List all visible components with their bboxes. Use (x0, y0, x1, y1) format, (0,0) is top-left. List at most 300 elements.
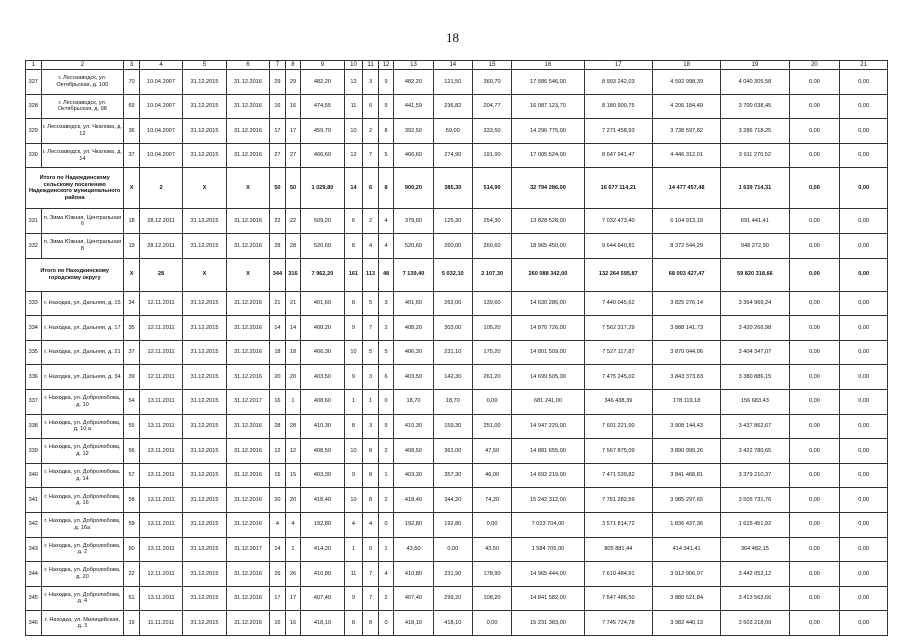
table-cell: 408,60 (301, 389, 344, 414)
header-cell: 18 (652, 61, 720, 70)
table-cell: 3 (363, 414, 379, 439)
table-cell: 12 (344, 143, 363, 168)
table-cell: 2 (378, 488, 394, 513)
table-cell: 156 683,43 (721, 389, 789, 414)
table-cell: 8 (344, 291, 363, 316)
table-cell: X (183, 258, 226, 291)
table-cell: 0,00 (789, 488, 840, 513)
table-cell: 69 (124, 94, 140, 119)
table-cell: 178,90 (472, 562, 511, 587)
table-cell: 2 (363, 209, 379, 234)
table-cell: 0,00 (840, 291, 888, 316)
table-cell: 316 (285, 258, 301, 291)
table-cell: 410,30 (301, 414, 344, 439)
table-cell: 414 341,41 (652, 537, 720, 562)
table-cell: 3 379 210,37 (721, 463, 789, 488)
table-cell: 22 (270, 209, 286, 234)
table-cell: 7 440 045,62 (584, 291, 652, 316)
table-cell: 142,30 (433, 365, 472, 390)
table-cell: 8 372 544,29 (652, 233, 720, 258)
table-cell: 0,00 (840, 439, 888, 464)
table-cell: 0,00 (840, 258, 888, 291)
table-cell: 331 (26, 209, 42, 234)
table-cell: 403,50 (301, 365, 344, 390)
table-row (26, 70, 888, 95)
table-cell: 18 965 450,00 (512, 233, 584, 258)
table-cell: 2 107,30 (472, 258, 511, 291)
table-cell: 410,30 (394, 414, 433, 439)
table-cell: 0,00 (789, 562, 840, 587)
table-cell: 3 912 906,97 (652, 562, 720, 587)
subtotal-label: Итого по Надеждинскому сельскому поселению Надеждинского муниципального района (26, 168, 124, 209)
table-cell: 10 (344, 439, 363, 464)
table-cell: 344 (270, 258, 286, 291)
table-cell: 441,59 (394, 94, 433, 119)
table-cell: 31.12.2015 (183, 586, 226, 611)
table-cell: 338 (26, 414, 42, 439)
table-cell: 231,10 (433, 340, 472, 365)
table-cell: 482,20 (301, 70, 344, 95)
table-cell: 192,80 (433, 512, 472, 537)
table-cell: 341 (26, 488, 42, 513)
header-cell: 5 (183, 61, 226, 70)
table-cell: 18 (124, 209, 140, 234)
table-cell: 0,00 (789, 291, 840, 316)
table-cell: 346 438,39 (584, 389, 652, 414)
table-cell: 0,00 (789, 611, 840, 636)
header-cell: 2 (41, 61, 124, 70)
table-cell: 35 (124, 316, 140, 341)
table-cell: 2 (378, 586, 394, 611)
table-cell: 403,30 (394, 463, 433, 488)
table-cell: 3 985 297,65 (652, 488, 720, 513)
table-cell: 0,00 (840, 340, 888, 365)
table-cell: 28.12.2011 (139, 233, 182, 258)
table-cell: 0,00 (840, 119, 888, 144)
table-cell: 0,00 (840, 70, 888, 95)
table-cell: 31.12.2016 (226, 340, 269, 365)
table-cell: 9 (344, 463, 363, 488)
table-cell: 31.12.2015 (183, 340, 226, 365)
table-cell: 2 (363, 119, 379, 144)
table-cell: 1 (363, 389, 379, 414)
table-cell: 1 615 451,92 (721, 512, 789, 537)
table-cell: 31.12.2017 (226, 537, 269, 562)
table-cell: 418,40 (301, 488, 344, 513)
table-cell: 13.11.2011 (139, 463, 182, 488)
table-cell: 14 (285, 316, 301, 341)
table-cell: 805 881,44 (584, 537, 652, 562)
table-cell: 691 441,41 (721, 209, 789, 234)
table-cell: 406,30 (301, 340, 344, 365)
table-cell: 0,00 (840, 463, 888, 488)
table-cell: 3 364 969,24 (721, 291, 789, 316)
table-cell: 13.11.2011 (139, 586, 182, 611)
table-cell: 29 (270, 70, 286, 95)
table-cell: 14 692 219,00 (512, 463, 584, 488)
table-cell: 31.12.2016 (226, 94, 269, 119)
address-cell: г. Лесозаводск, ул. Чкалова, д. 14 (41, 143, 124, 168)
table-cell: 401,60 (301, 291, 344, 316)
table-cell: 0,00 (789, 70, 840, 95)
table-row (26, 439, 888, 464)
table-cell: 31.12.2016 (226, 562, 269, 587)
table-row (26, 233, 888, 258)
table-cell: 418,10 (394, 611, 433, 636)
address-cell: г. Находка, ул. Милицейская, д. 3 (41, 611, 124, 636)
table-cell: 31.12.2016 (226, 316, 269, 341)
table-cell: 0,00 (433, 537, 472, 562)
table-cell: 3 442 052,12 (721, 562, 789, 587)
table-cell: 10.04.2007 (139, 143, 182, 168)
table-cell: 403,30 (301, 463, 344, 488)
table-cell: 3 841 468,81 (652, 463, 720, 488)
table-row (26, 316, 888, 341)
table-cell: 31.12.2016 (226, 209, 269, 234)
table-cell: 31.12.2016 (226, 439, 269, 464)
table-cell: 31.12.2015 (183, 209, 226, 234)
address-cell: г. Находка, ул. Добролюбова, д. 10 (41, 389, 124, 414)
table-cell: 3 505 731,76 (721, 488, 789, 513)
table-cell: 10 (344, 340, 363, 365)
table-cell: 0,00 (789, 168, 840, 209)
table-cell: 0 (378, 512, 394, 537)
table-cell: 231,90 (433, 562, 472, 587)
table-cell: 31.12.2016 (226, 365, 269, 390)
header-cell: 16 (512, 61, 584, 70)
address-cell: п. Зима Южная, Центральная 6 (41, 209, 124, 234)
table-cell: 261,20 (472, 365, 511, 390)
table-cell: 15 242 312,00 (512, 488, 584, 513)
header-cell: 11 (363, 61, 379, 70)
table-cell: 31.12.2016 (226, 488, 269, 513)
table-cell: 20 (285, 488, 301, 513)
table-cell: 34 (124, 291, 140, 316)
table-cell: 0,00 (789, 537, 840, 562)
table-cell: 37 (124, 340, 140, 365)
table-cell: 17 (285, 586, 301, 611)
table-cell: 4 (378, 209, 394, 234)
table-row (26, 488, 888, 513)
table-cell: 407,40 (301, 586, 344, 611)
table-cell: 12 (344, 70, 363, 95)
table-cell: 1 (378, 463, 394, 488)
header-cell: 6 (226, 61, 269, 70)
table-row (26, 291, 888, 316)
table-cell: 31.12.2015 (183, 488, 226, 513)
table-cell: 4 (363, 512, 379, 537)
table-cell: 0,00 (789, 365, 840, 390)
header-cell: 21 (840, 61, 888, 70)
header-cell: 20 (789, 61, 840, 70)
housing-register-table (25, 60, 888, 636)
table-cell: 43,50 (394, 537, 433, 562)
table-cell: 7 527 117,87 (584, 340, 652, 365)
table-cell: 18 (285, 340, 301, 365)
table-cell: 31.12.2016 (226, 586, 269, 611)
table-cell: 5 (363, 291, 379, 316)
table-cell: 0,00 (789, 209, 840, 234)
table-cell: 113 (363, 258, 379, 291)
table-cell: 0,00 (840, 143, 888, 168)
address-cell: г. Находка, ул. Добролюбова, д. 10 а (41, 414, 124, 439)
table-cell: 192,80 (394, 512, 433, 537)
table-cell: 31.12.2015 (183, 611, 226, 636)
table-cell: 32 794 286,00 (512, 168, 584, 209)
table-cell: 18 (270, 340, 286, 365)
table-cell: 27 (270, 143, 286, 168)
table-cell: 2 (378, 439, 394, 464)
table-cell: 37 (124, 143, 140, 168)
header-cell: 4 (139, 61, 182, 70)
table-cell: 3 890 999,26 (652, 439, 720, 464)
header-cell: 15 (472, 61, 511, 70)
table-cell: 948 272,90 (721, 233, 789, 258)
table-cell: 14 841 582,00 (512, 586, 584, 611)
table-cell: 15 (270, 463, 286, 488)
table-cell: 0,00 (840, 168, 888, 209)
table-cell: 74,20 (472, 488, 511, 513)
table-cell: 0,00 (789, 233, 840, 258)
header-cell: 10 (344, 61, 363, 70)
table-cell: 10 (344, 119, 363, 144)
table-cell: 14 (344, 168, 363, 209)
table-cell: 15 231 383,00 (512, 611, 584, 636)
table-cell: 28 (270, 233, 286, 258)
table-cell: 1 639 714,31 (721, 168, 789, 209)
address-cell: г. Находка, ул. Добролюбова, д. 16а (41, 512, 124, 537)
table-cell: 14 (270, 537, 286, 562)
header-cell: 12 (378, 61, 394, 70)
table-cell: 4 446 312,01 (652, 143, 720, 168)
table-cell: 159,30 (433, 414, 472, 439)
table-cell: 1 029,80 (301, 168, 344, 209)
table-cell: 3 888 141,73 (652, 316, 720, 341)
table-cell: 340 (26, 463, 42, 488)
table-cell: X (226, 258, 269, 291)
table-cell: 16 (285, 611, 301, 636)
table-cell: 414,20 (301, 537, 344, 562)
table-row (26, 340, 888, 365)
table-cell: 4 206 184,49 (652, 94, 720, 119)
table-cell: 8 (344, 233, 363, 258)
table-cell: 329 (26, 119, 42, 144)
table-cell: 328 (26, 94, 42, 119)
table-cell: 418,10 (433, 611, 472, 636)
table-cell: 54 (124, 389, 140, 414)
table-cell: 360,70 (472, 70, 511, 95)
table-cell: 0,00 (840, 233, 888, 258)
table-cell: 0,00 (789, 463, 840, 488)
table-cell: 408,20 (301, 316, 344, 341)
table-cell: 379,60 (394, 209, 433, 234)
address-cell: г. Лесозаводск, ул. Октябрьская, д. 98 (41, 94, 124, 119)
table-cell: 13.11.2011 (139, 512, 182, 537)
table-cell: 31.12.2015 (183, 70, 226, 95)
table-row (26, 119, 888, 144)
table-cell: 0 (378, 611, 394, 636)
table-cell: 20 (285, 365, 301, 390)
table-cell: 7 023 704,00 (512, 512, 584, 537)
table-cell: 5 (378, 340, 394, 365)
table-cell: 6 (363, 168, 379, 209)
table-cell: 3 503 218,09 (721, 611, 789, 636)
table-cell: 2 (139, 168, 182, 209)
table-cell: 8 (344, 414, 363, 439)
table-cell: 333 (26, 291, 42, 316)
table-cell: 22 (285, 209, 301, 234)
table-cell: 108,20 (472, 586, 511, 611)
table-cell: 31.12.2015 (183, 512, 226, 537)
address-cell: г. Находка, ул. Добролюбова, д. 14 (41, 463, 124, 488)
table-cell: 31.12.2015 (183, 291, 226, 316)
table-cell: 337 (26, 389, 42, 414)
table-cell: 364 482,15 (721, 537, 789, 562)
table-cell: 191,90 (472, 143, 511, 168)
table-cell: 26 (270, 562, 286, 587)
table-cell: 3 911 270,52 (721, 143, 789, 168)
table-cell: 408,50 (394, 439, 433, 464)
table-row (26, 611, 888, 636)
table-cell: 70 (124, 70, 140, 95)
table-cell: 8 (378, 168, 394, 209)
header-row (26, 61, 888, 70)
table-cell: 16 (270, 611, 286, 636)
table-cell: 333,50 (472, 119, 511, 144)
table-cell: 14 947 229,00 (512, 414, 584, 439)
table-cell: 175,20 (472, 340, 511, 365)
table-cell: 58 (124, 488, 140, 513)
table-cell: 3 404 347,07 (721, 340, 789, 365)
table-cell: 0,00 (789, 119, 840, 144)
table-cell: X (124, 168, 140, 209)
table-cell: 3 413 563,66 (721, 586, 789, 611)
table-cell: 0,00 (789, 340, 840, 365)
table-cell: 28.12.2011 (139, 209, 182, 234)
table-cell: 260 088 342,00 (512, 258, 584, 291)
table-cell: 31.12.2016 (226, 119, 269, 144)
table-cell: 16 (270, 94, 286, 119)
table-cell: 7 745 724,78 (584, 611, 652, 636)
table-cell: 4 (270, 512, 286, 537)
table-row (26, 94, 888, 119)
table-cell: 0,00 (789, 316, 840, 341)
table-cell: 408,20 (394, 316, 433, 341)
table-cell: 161 (344, 258, 363, 291)
table-cell: 8 (344, 611, 363, 636)
table-cell: 7 (363, 562, 379, 587)
address-cell: г. Находка, ул. Дальняя, д. 21 (41, 340, 124, 365)
table-cell: 13.11.2011 (139, 439, 182, 464)
table-cell: 5 (378, 143, 394, 168)
table-cell: 0,00 (472, 512, 511, 537)
table-cell: 8 (363, 463, 379, 488)
table-cell: 31.12.2016 (226, 512, 269, 537)
table-cell: 31.12.2016 (226, 70, 269, 95)
table-cell: 59 820 318,66 (721, 258, 789, 291)
table-cell: 16 677 114,21 (584, 168, 652, 209)
table-cell: 18,70 (433, 389, 472, 414)
header-cell: 14 (433, 61, 472, 70)
table-cell: 4 (285, 512, 301, 537)
table-cell: 31.12.2016 (226, 414, 269, 439)
table-cell: 0,00 (789, 143, 840, 168)
table-cell: 7 562 317,29 (584, 316, 652, 341)
table-cell: 343 (26, 537, 42, 562)
table-row (26, 562, 888, 587)
table-cell: 55 (124, 414, 140, 439)
table-cell: 339 (26, 439, 42, 464)
table-cell: 31.12.2015 (183, 365, 226, 390)
table-row (26, 586, 888, 611)
table-cell: 7 (363, 316, 379, 341)
table-cell: 4 592 998,39 (652, 70, 720, 95)
table-cell: 7 139,40 (394, 258, 433, 291)
table-cell: 482,20 (394, 70, 433, 95)
table-cell: 3 437 862,67 (721, 414, 789, 439)
table-cell: 16 087 123,70 (512, 94, 584, 119)
table-cell: 299,20 (433, 586, 472, 611)
table-cell: 410,80 (394, 562, 433, 587)
table-cell: 0 (363, 537, 379, 562)
table-cell: 12.11.2011 (139, 365, 182, 390)
table-cell: 0 (378, 389, 394, 414)
table-cell: 3 (378, 291, 394, 316)
table-cell: 15 (285, 463, 301, 488)
table-cell: 392,50 (394, 119, 433, 144)
table-body (26, 61, 888, 636)
table-cell: 346 (26, 611, 42, 636)
table-cell: 12.11.2011 (139, 291, 182, 316)
table-cell: 6 (363, 94, 379, 119)
table-cell: 13.11.2011 (139, 488, 182, 513)
table-cell: 3 (363, 70, 379, 95)
table-cell: 334 (26, 316, 42, 341)
table-cell: 254,30 (472, 209, 511, 234)
table-cell: 2 (378, 316, 394, 341)
table-cell: 27 (285, 143, 301, 168)
table-cell: X (226, 168, 269, 209)
table-cell: 7 601 221,90 (584, 414, 652, 439)
table-cell: 13.11.2011 (139, 389, 182, 414)
table-cell: 0,00 (840, 389, 888, 414)
table-cell: 4 (363, 233, 379, 258)
table-cell: 39 (124, 365, 140, 390)
table-cell: 4 (378, 562, 394, 587)
table-cell: 13.11.2011 (139, 414, 182, 439)
table-cell: 0,00 (840, 488, 888, 513)
address-cell: г. Находка, ул. Добролюбова, д. 2 (41, 537, 124, 562)
table-cell: 14 881 655,00 (512, 439, 584, 464)
table-cell: 5 (363, 340, 379, 365)
table-cell: 178 119,18 (652, 389, 720, 414)
table-cell: 13 828 528,00 (512, 209, 584, 234)
table-cell: 10.04.2007 (139, 119, 182, 144)
page-number: 18 (446, 30, 459, 45)
table-cell: 28 (285, 414, 301, 439)
table-cell: 0,00 (789, 439, 840, 464)
table-cell: 3 843 373,83 (652, 365, 720, 390)
subtotal-label: Итого по Находкинскому городскому округу (26, 258, 124, 291)
table-cell: 335 (26, 340, 42, 365)
table-cell: 7 (363, 143, 379, 168)
table-cell: 361,00 (433, 439, 472, 464)
table-cell: 3 420 266,98 (721, 316, 789, 341)
table-cell: 11 (344, 94, 363, 119)
table-cell: 20 (270, 365, 286, 390)
table-row (26, 143, 888, 168)
table-cell: 17 586 546,00 (512, 70, 584, 95)
